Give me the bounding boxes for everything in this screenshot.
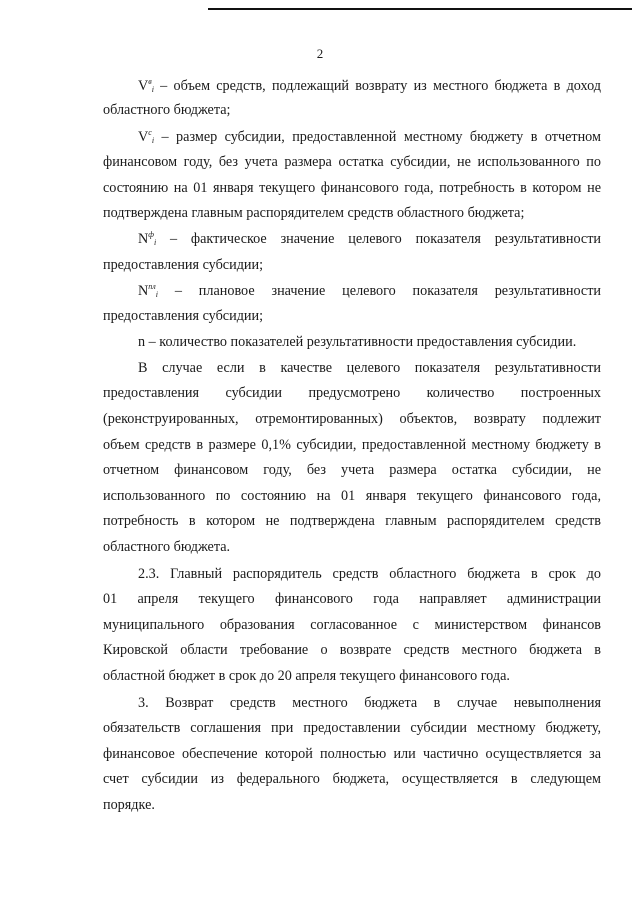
def-line: $N^ф_i$ – фактическое значение целевого показателя результативности [138,230,601,247]
def-line: подтверждена главным распорядителем средств областного бюджета; [103,205,525,221]
paragraph-line: 01 апреля текущего финансового года направляет администрации [103,591,601,607]
paragraph-line: финансовое обеспечение которой полностью или частично осуществляется за [103,746,601,762]
paragraph-line: Кировской области требование о возврате средств местного бюджета в [103,642,601,658]
def-line: предоставления субсидии; [103,308,264,324]
paragraph-line: 3. Возврат средств местного бюджета в случае невыполнения [138,695,601,711]
paragraph-line: предоставления субсидии предусмотрено количество построенных [103,385,601,401]
page-number: 2 [316,46,324,61]
symbol: $V^в_i$ [138,77,154,94]
def-line: областного бюджета; [103,102,231,118]
def-line: n – количество показателей результативности предоставления субсидии. [138,334,577,350]
paragraph-line: (реконструированных, отремонтированных) объектов, возврату подлежит [103,411,601,427]
def-line: $V^с_i$ – размер субсидии, предоставленной местному бюджету в отчетном [138,128,601,145]
symbol: $N^ф_i$ [138,230,157,247]
paragraph-line: 2.3. Главный распорядитель средств областного бюджета в срок до [138,566,601,582]
paragraph-line: В случае если в качестве целевого показателя результативности [138,360,601,376]
def-line: $V^в_i$ – объем средств, подлежащий возврату из местного бюджета в доход [138,77,601,94]
paragraph-line: областной бюджет в срок до 20 апреля текущего финансового года. [103,668,510,684]
paragraph-line: отчетном финансовом году, без учета размера остатка субсидии, не [103,462,601,478]
paragraph-line: потребность в котором не подтверждена главным распорядителем средств [103,513,601,529]
paragraph-line: порядке. [103,797,155,813]
def-line: состоянию на 01 января текущего финансового года, потребность в котором не [103,180,601,196]
paragraph-line: областного бюджета. [103,539,231,555]
symbol: $V^с_i$ [138,128,155,145]
paragraph-line: объем средств в размере 0,1% субсидии, предоставленной местному бюджету в [103,437,601,453]
def-line: предоставления субсидии; [103,257,264,273]
top-rule [208,8,632,10]
symbol: $N^{пл}_i$ [138,282,158,299]
paragraph-line: обязательств соглашения при предоставлении субсидии местному бюджету, [103,720,601,736]
def-line: $N^{пл}_i$ – плановое значение целевого показателя результативности [138,282,601,299]
paragraph-line: счет субсидии из федерального бюджета, осуществляется в следующем [103,771,601,787]
def-line: финансовом году, без учета размера остатка субсидии, не использованного по [103,154,601,170]
paragraph-line: использованного по состоянию на 01 января текущего финансового года, [103,488,601,504]
paragraph-line: муниципального образования согласованное с министерством финансов [103,617,601,633]
